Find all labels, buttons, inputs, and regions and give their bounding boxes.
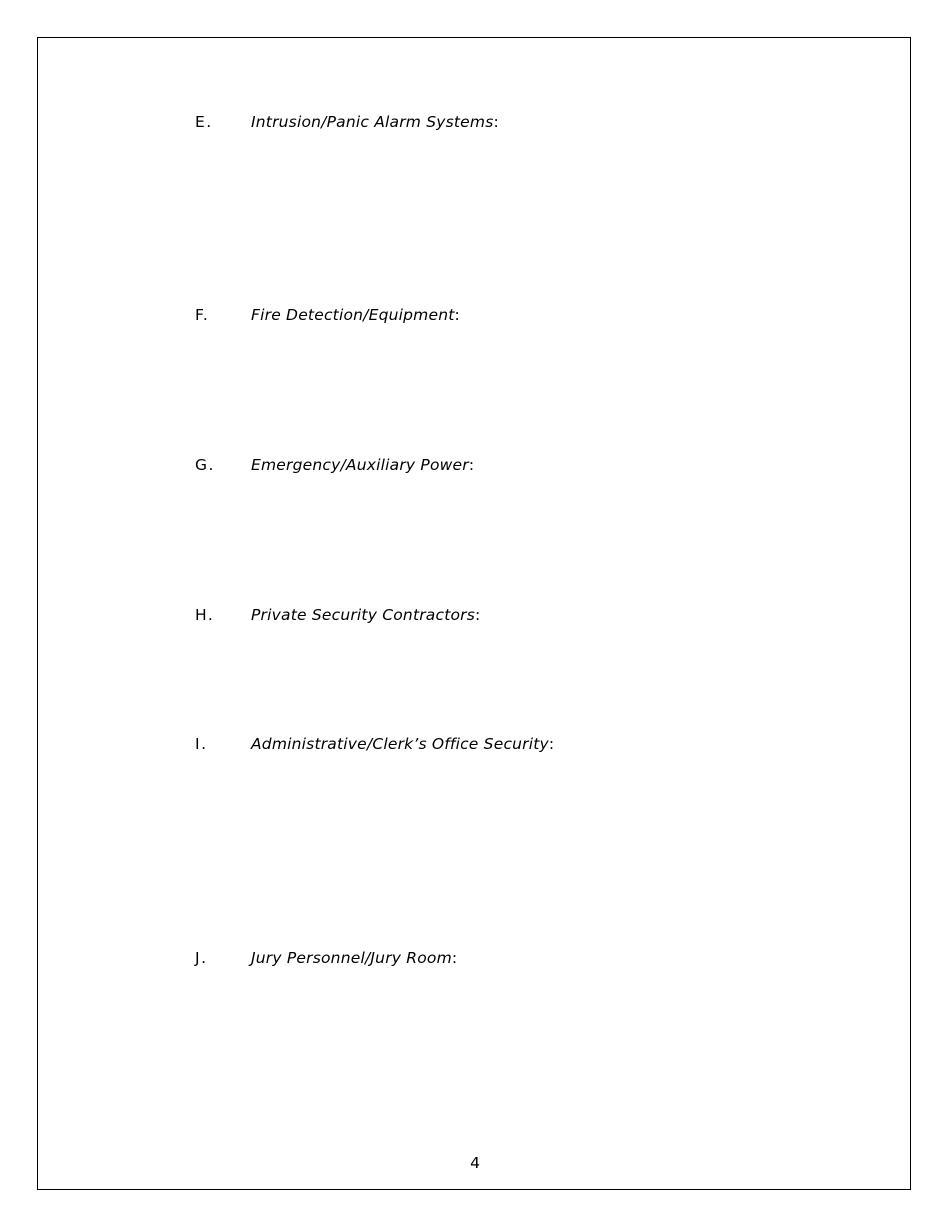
section-colon: :: [493, 113, 499, 131]
section-colon: :: [451, 949, 458, 967]
section-heading: [251, 454, 474, 476]
section-heading: [251, 604, 480, 626]
section-colon: :: [475, 606, 481, 624]
section-letter: F.: [195, 306, 210, 324]
section-title: Administrative/Clerk’s Office Security: [251, 735, 549, 753]
section-heading: [251, 733, 554, 755]
section-colon: :: [468, 456, 475, 474]
section-heading: [251, 304, 460, 326]
section-heading: [251, 947, 457, 969]
section-letter: J.: [195, 949, 208, 967]
section-title: Emergency/Auxiliary Power: [251, 456, 469, 474]
section-title: Fire Detection/Equipment: [251, 306, 455, 324]
section-letter: E.: [195, 113, 213, 131]
section-letter: I.: [195, 735, 208, 753]
section-letter: H.: [195, 606, 215, 624]
section-title: Intrusion/Panic Alarm Systems: [251, 113, 494, 131]
section-letter: G.: [195, 456, 215, 474]
page-number: 4: [470, 1154, 480, 1172]
section-title: Jury Personnel/Jury Room: [251, 949, 452, 967]
section-colon: :: [454, 306, 460, 324]
section-heading: [251, 111, 499, 133]
section-title: Private Security Contractors: [251, 606, 476, 624]
section-colon: :: [548, 735, 555, 753]
